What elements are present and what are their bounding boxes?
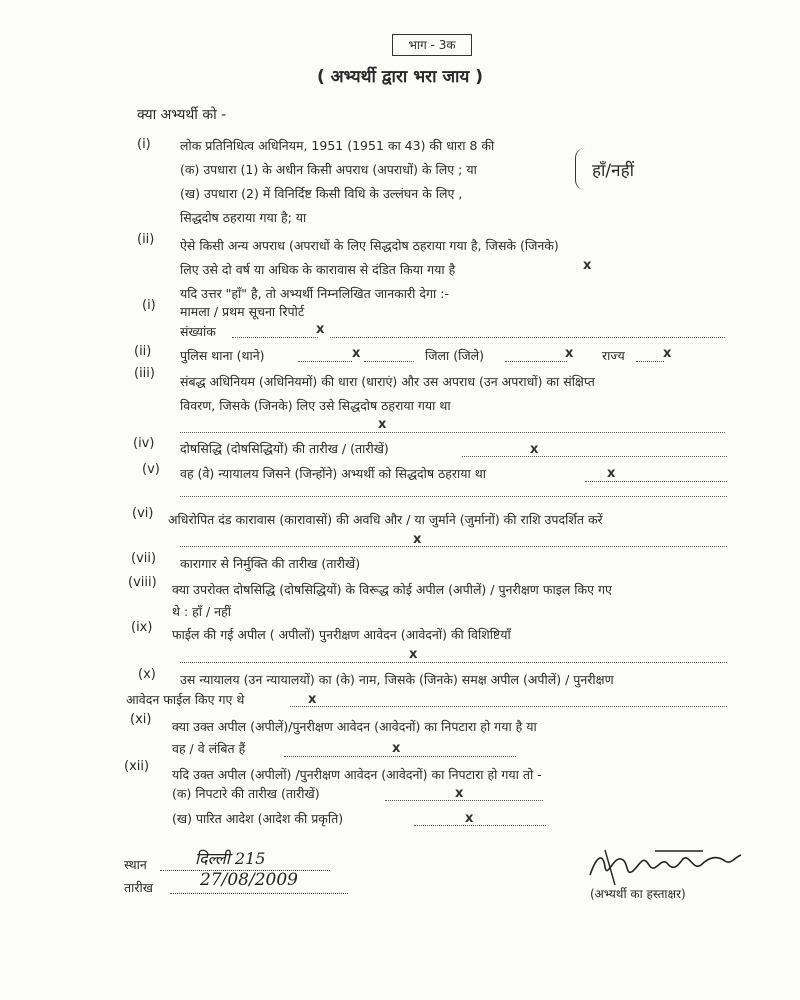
item-i-line3: (ख) उपधारा (2) में विनिर्दिष्ट किसी विधि के उल्लंघन के लिए ,	[180, 186, 463, 201]
appeal-particulars-field[interactable]	[180, 662, 727, 663]
item-ii-number: (ii)	[137, 232, 155, 247]
date-value: 27/08/2009	[200, 870, 298, 890]
cross-mark: x	[316, 322, 325, 337]
field-line[interactable]	[180, 496, 727, 497]
item-i-number: (i)	[137, 137, 151, 152]
sub-vii-line1: कारागार से निर्मुक्ति की तारीख (तारीखें)	[180, 556, 361, 571]
cross-mark: x	[352, 346, 361, 361]
sub-xi-number: (xi)	[130, 712, 152, 727]
cross-mark: x	[409, 647, 418, 662]
sub-ix-line1: फाईल की गई अपील ( अपीलों) पुनरीक्षण आवेदन (आवेदनों) की विशिष्टियाँ	[172, 627, 511, 642]
cross-mark: x	[530, 442, 539, 457]
item-i-line2: (क) उपधारा (1) के अधीन किसी अपराध (अपराधों) के लिए ; या	[180, 162, 477, 177]
sub-i-line1: मामला / प्रथम सूचना रिपोर्ट	[180, 304, 305, 319]
brace	[575, 148, 588, 190]
sub-vi-line1: अधिरोपित दंड कारावास (कारावासों) की अवधि और / या जुर्माने (जुर्मानों) की राशि उपदर्शित करें	[168, 512, 603, 527]
sub-i-number: (i)	[142, 298, 156, 313]
sub-ix-number: (ix)	[131, 620, 153, 635]
district-label: जिला (जिले)	[425, 348, 484, 363]
sub-viii-line2: थे : हाँ / नहीं	[172, 604, 231, 619]
date-field[interactable]	[170, 893, 348, 894]
conviction-date-field[interactable]	[462, 456, 727, 457]
sub-viii-number: (viii)	[128, 575, 157, 590]
signature-image	[585, 845, 745, 890]
state-field[interactable]	[636, 361, 664, 362]
cross-mark: x	[663, 346, 672, 361]
place-value: दिल्ली 215	[195, 849, 266, 868]
item-ii-line1: ऐसे किसी अन्य अपराध (अपराधों के लिए सिद्धदोष ठहराया गया है, जिसके (जिनके)	[180, 238, 559, 253]
cross-mark: x	[378, 417, 387, 432]
field-line[interactable]	[180, 432, 725, 433]
signature-caption: (अभ्यर्थी का हस्ताक्षर)	[590, 887, 686, 901]
item-ii-line2: लिए उसे दो वर्ष या अधिक के कारावास से दंडित किया गया है	[180, 262, 456, 277]
sub-v-number: (v)	[142, 462, 160, 477]
appeal-court-field[interactable]	[290, 706, 727, 707]
sub-v-line1: वह (वे) न्यायालय जिसने (जिन्होंने) अभ्यर्थी को सिद्धदोष ठहराया था	[180, 466, 486, 481]
district-field[interactable]	[505, 361, 567, 362]
police-station-label: पुलिस थाना (थाने)	[180, 348, 265, 363]
place-label: स्थान	[124, 857, 147, 872]
sub-x-number: (x)	[138, 667, 156, 682]
order-nature-field[interactable]	[414, 825, 546, 826]
sub-vi-number: (vi)	[132, 506, 154, 521]
sub-i-line2: संख्यांक	[180, 324, 216, 339]
sub-iii-number: (iii)	[134, 366, 155, 381]
yes-no-answer: हाँ/नहीं	[592, 161, 635, 181]
date-label: तारीख	[124, 880, 153, 895]
state-label: राज्य	[602, 348, 625, 363]
cross-mark: x	[413, 532, 422, 547]
sub-ii-number: (ii)	[134, 344, 152, 359]
appeal-status-field[interactable]	[284, 756, 516, 757]
police-station-field[interactable]	[298, 361, 352, 362]
sub-iii-line2: विवरण, जिसके (जिनके) लिए उसे सिद्धदोष ठहराया गया था	[180, 398, 451, 413]
cross-mark: x	[392, 741, 401, 756]
cross-mark: x	[455, 786, 464, 801]
cross-mark: x	[308, 692, 317, 707]
cross-mark: x	[565, 346, 574, 361]
field-line[interactable]	[330, 337, 725, 338]
disposal-date-field[interactable]	[385, 800, 543, 801]
item-i-line4: सिद्धदोष ठहराया गया है; या	[180, 210, 307, 225]
sub-viii-line1: क्या उपरोक्त दोषसिद्धि (दोषसिद्धियों) के विरूद्ध कोई अपील (अपीलें) / पुनरीक्षण फाइल किए गए	[172, 582, 612, 597]
sub-iii-line1: संबद्ध अधिनियम (अधिनियमों) की धारा (धाराएं) और उस अपराध (उन अपराधों) का संक्षिप्त	[180, 374, 595, 389]
penalty-field[interactable]	[180, 546, 727, 547]
form-subtitle: ( अभ्यर्थी द्वारा भरा जाय )	[316, 67, 484, 87]
sub-xii-number: (xii)	[124, 759, 150, 774]
cross-mark: x	[607, 466, 616, 481]
item-ii-line3: यदि उत्तर "हाँ" है, तो अभ्यर्थी निम्नलिखित जानकारी देगा :-	[180, 286, 449, 301]
item-i-line1: लोक प्रतिनिधित्व अधिनियम, 1951 (1951 का 43) की धारा 8 की	[180, 138, 495, 153]
sub-x-line2: आवेदन फाईल किए गए थे	[126, 692, 245, 707]
sub-iv-line1: दोषसिद्धि (दोषसिद्धियों) की तारीख / (तारीखें)	[180, 441, 389, 456]
cross-mark: x	[583, 258, 592, 273]
sub-xii-a: (क) निपटारे की तारीख (तारीखें)	[172, 786, 320, 801]
field-line[interactable]	[232, 337, 318, 338]
sub-xi-line2: वह / वे लंबित हैं	[172, 741, 246, 756]
intro-text: क्या अभ्यर्थी को -	[137, 107, 227, 123]
cross-mark: x	[465, 811, 474, 826]
sub-xi-line1: क्या उक्त अपील (अपीलें)/पुनरीक्षण आवेदन (आवेदनों) का निपटारा हो गया है या	[172, 719, 537, 734]
sub-vii-number: (vii)	[131, 551, 157, 566]
court-field[interactable]	[585, 481, 727, 482]
sub-xii-line1: यदि उक्त अपील (अपीलों) /पुनरीक्षण आवेदन (आवेदनों) का निपटारा हो गया तो -	[172, 767, 542, 782]
police-station-field[interactable]	[364, 361, 414, 362]
sub-iv-number: (iv)	[133, 436, 155, 451]
sub-x-line1: उस न्यायालय (उन न्यायालयों) का (के) नाम, जिसके (जिनके) समक्ष अपील (अपीलें) / पुनरीक्षण	[180, 672, 614, 687]
part-label: भाग - 3क	[392, 34, 472, 56]
sub-xii-b: (ख) पारित आदेश (आदेश की प्रकृति)	[172, 811, 344, 826]
